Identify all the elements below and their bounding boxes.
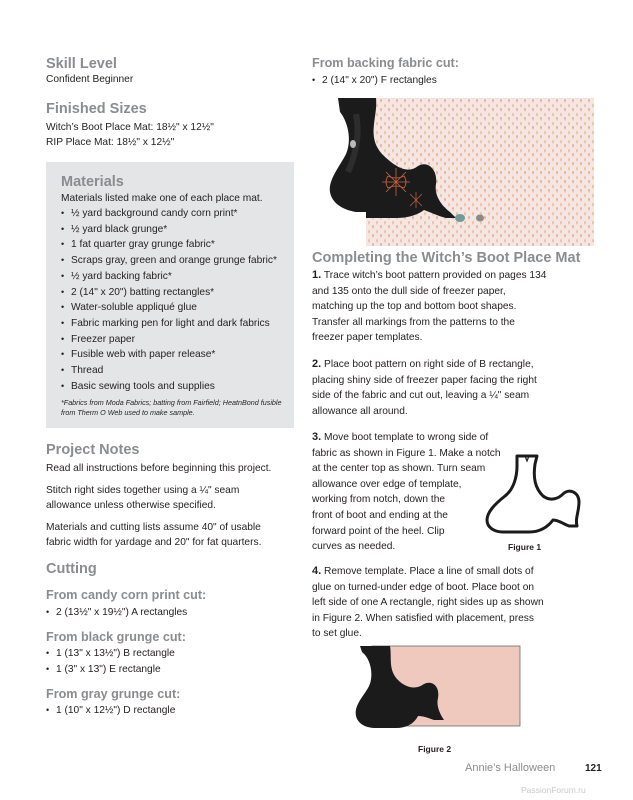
list-item: • ½ yard backing fabric* [61, 269, 277, 285]
step-number: 2. [312, 358, 322, 370]
step-line: allowance over edge of template, [312, 478, 462, 490]
cutting-black-heading: From black grunge cut: [46, 630, 186, 644]
step-line: allowance all around. [312, 405, 408, 417]
list-item: • Fusible web with paper release* [61, 347, 277, 363]
cutting-gray-list [46, 703, 175, 719]
figure-2-caption: Figure 2 [418, 744, 452, 754]
list-item: • Thread [61, 363, 277, 379]
list-item: • 2 (13½" x 19½") A rectangles [46, 605, 187, 621]
backing-list [312, 73, 437, 89]
step-line: and 135 onto the dull side of freezer paper, [312, 285, 506, 297]
spider-icon [350, 140, 356, 148]
cutting-heading: Cutting [46, 561, 97, 577]
list-item: • Water-soluble appliqué glue [61, 300, 277, 316]
step-line: side of the fabric and cut out, leaving a ¼" seam [312, 390, 530, 402]
step-line: at the center top as shown. Turn seam [312, 463, 486, 475]
materials-heading: Materials [61, 174, 124, 190]
spider-icon-3 [476, 215, 484, 222]
list-item: • Scraps gray, green and orange grunge fabric* [61, 253, 277, 269]
materials-intro: Materials listed make one of each place mat. [61, 193, 263, 204]
finished-size-rip: RIP Place Mat: 18½" x 12½" [46, 137, 175, 148]
list-item: • 1 (13" x 13½") B rectangle [46, 646, 175, 662]
step-2 [312, 357, 537, 419]
spider-web-icon [382, 168, 410, 196]
step-number: 1. [312, 269, 322, 281]
step-number: 4. [312, 565, 322, 577]
project-notes-heading: Project Notes [46, 442, 140, 458]
list-item: • Freezer paper [61, 332, 277, 348]
completing-heading: Completing the Witch’s Boot Place Mat [312, 250, 581, 266]
footer-page-number: 121 [585, 763, 602, 774]
spider-icon-2 [455, 214, 465, 222]
step-line: in Figure 2. When satisfied with placement, press [312, 612, 534, 624]
step-line: forward point of the heel. Clip [312, 525, 445, 537]
step-line: matching up the top and bottom boot shapes. [312, 301, 517, 313]
step-line: curves as needed. [312, 541, 396, 553]
list-item: • Fabric marking pen for light and dark fabrics [61, 316, 277, 332]
list-item: • Basic sewing tools and supplies [61, 379, 277, 395]
step-line: front of boot and ending at the [312, 509, 448, 521]
finished-sizes-heading: Finished Sizes [46, 101, 147, 117]
figure-1-caption: Figure 1 [508, 542, 542, 552]
cutting-candy-heading: From candy corn print cut: [46, 588, 207, 602]
step-line: left side of one A rectangle, right sides up as shown [312, 597, 544, 609]
project-note-1: Read all instructions before beginning this project. [46, 463, 272, 474]
cutting-black-list [46, 646, 175, 677]
watermark: PassionForum.ru [521, 785, 586, 795]
step-line: Place boot pattern on right side of B rectangle, [324, 359, 534, 370]
materials-list [61, 206, 277, 394]
step-3 [312, 430, 501, 555]
place-mat-photo [326, 94, 594, 246]
list-item: • ½ yard background candy corn print* [61, 206, 277, 222]
step-line: freezer paper templates. [312, 332, 423, 344]
project-note-2a: Stitch right sides together using a ¼" seam [46, 485, 240, 496]
list-item: • 1 (3" x 13") E rectangle [46, 662, 175, 678]
step-line: Remove template. Place a line of small dots of [324, 566, 534, 577]
step-1 [312, 268, 546, 346]
backing-heading: From backing fabric cut: [312, 56, 459, 70]
step-line: Move boot template to wrong side of [324, 432, 489, 443]
list-item: • ½ yard black grunge* [61, 222, 277, 238]
list-item: • 2 (14" x 20") batting rectangles* [61, 285, 277, 301]
project-note-3a: Materials and cutting lists assume 40" of usable [46, 522, 261, 533]
step-line: fabric as shown in Figure 1. Make a notch [312, 447, 501, 459]
materials-footnote-1: *Fabrics from Moda Fabrics; batting from Fairfield; HeatnBond fusible [61, 398, 282, 407]
step-line: Transfer all markings from the patterns to the [312, 316, 515, 328]
finished-size-witch: Witch’s Boot Place Mat: 18½" x 12½" [46, 122, 214, 133]
list-item: • 2 (14" x 20") F rectangles [312, 73, 437, 89]
figure-1-boot-outline [483, 454, 583, 536]
skill-level-heading: Skill Level [46, 56, 117, 72]
step-line: glue on turned-under edge of boot. Place boot on [312, 581, 535, 593]
footer-book-title: Annie’s Halloween [465, 762, 556, 774]
list-item: • 1 fat quarter gray grunge fabric* [61, 237, 277, 253]
step-number: 3. [312, 431, 322, 443]
step-line: working from notch, down the [312, 494, 446, 506]
step-line: placing shiny side of freezer paper facing the right [312, 374, 537, 386]
cutting-gray-heading: From gray grunge cut: [46, 687, 181, 701]
cutting-candy-list [46, 605, 187, 621]
list-item: • 1 (10" x 12½") D rectangle [46, 703, 175, 719]
step-line: to set glue. [312, 628, 362, 640]
project-note-3b: fabric width for yardage and 20" for fat quarters. [46, 537, 262, 548]
step-4 [312, 564, 544, 642]
materials-footnote-2: from Therm O Web used to make sample. [61, 408, 195, 417]
skill-level-value: Confident Beginner [46, 74, 134, 85]
figure-2-boot-placement [354, 644, 522, 734]
project-note-2b: allowance unless otherwise specified. [46, 500, 216, 511]
step-line: Trace witch’s boot pattern provided on pages 134 [323, 270, 547, 281]
